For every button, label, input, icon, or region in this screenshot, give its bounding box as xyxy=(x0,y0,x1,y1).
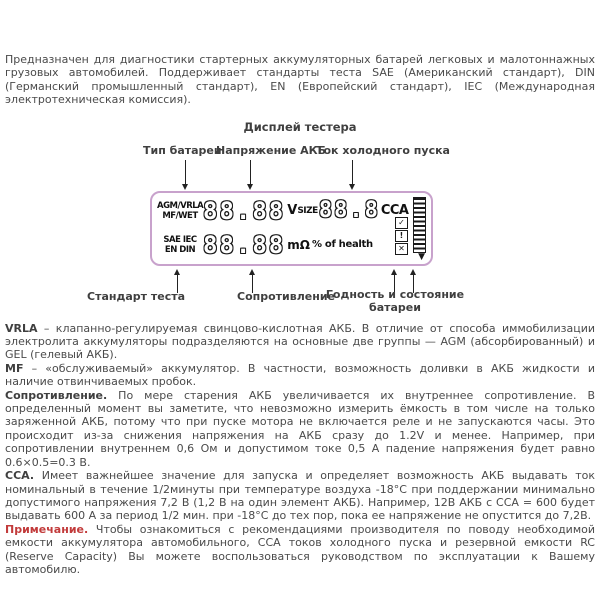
lcd-resistance-digits: 88.88 xyxy=(203,230,286,259)
arrow-down-icon xyxy=(247,160,254,190)
lcd-cca-label: CCA xyxy=(380,203,409,219)
arrow-line xyxy=(250,160,251,185)
arrow-head xyxy=(349,184,355,190)
lcd-row-top xyxy=(157,194,408,228)
description-text xyxy=(0,322,600,577)
battery-level-gauge-icon xyxy=(413,197,426,253)
paragraph-resistance-text: По мере старения АКБ увеличивается их внутреннее сопротивление. В определенный момент вы заметите, что невозможно измерить ёмкость в том числе на только заряженной АКБ, потому что при пуске мотора не включается реле и не запускаются часы. Это происходит из-за снижения напряжения на АКБ сразу до 1.2V и менее. Например, при сопротивлении внутреннем 0,6 Ом и допустимом токе 0,5 А падение напряжения будет равно 0.6×0.5=0.3 В. xyxy=(5,388,595,469)
lcd-battery-type-flags xyxy=(157,201,203,221)
battery-good-icon: ✓ xyxy=(395,217,408,229)
paragraph-mf xyxy=(5,362,595,389)
tester-display-diagram xyxy=(0,138,600,316)
label-battery-type: Тип батареи xyxy=(143,143,222,157)
term-resistance: Сопротивление. xyxy=(5,388,108,402)
lcd-milliohm-unit: mΩ xyxy=(287,237,310,252)
lcd-voltage-digits: 88.88 xyxy=(203,196,286,225)
paragraph-cca xyxy=(5,469,595,523)
diagram-title: Дисплей тестера xyxy=(243,119,357,134)
label-battery-health-line2: батареи xyxy=(369,300,421,314)
label-resistance: Сопротивление xyxy=(237,289,335,303)
gauge-pointer-icon: ▼ xyxy=(418,251,425,262)
paragraph-vrla-text: – клапанно-регулируемая свинцово-кислотная АКБ. В отличие от способа иммобилизации электролита аккумуляторы подразделяются на основные две группы — AGM (абсорбированный) и GEL (гелевый АКБ). xyxy=(5,321,595,362)
arrow-down-icon xyxy=(182,160,189,190)
battery-bad-icon: ✕ xyxy=(395,243,408,255)
lcd-flag-en-din: EN DIN xyxy=(164,244,196,255)
term-vrla: VRLA xyxy=(5,321,38,335)
term-cca: CCA. xyxy=(5,469,35,483)
lcd-flag-sae-iec: SAE IEC xyxy=(163,234,197,245)
paragraph-note-text: Чтобы ознакомиться с рекомендациями производителя по поводу необходимой емкости аккумулятора автомобильного, ССА токов холодного пуска и резервной емкости RC (Reserve Capacity) Вы можете воспользоваться руководством по эксплуатации к Вашему автомобилю. xyxy=(5,522,595,576)
label-voltage: Напряжение АКБ xyxy=(216,143,327,157)
label-battery-health xyxy=(322,288,468,314)
lcd-health-label: % of health xyxy=(311,239,373,251)
battery-status-icons xyxy=(395,217,408,255)
paragraph-note xyxy=(5,523,595,577)
term-note: Примечание. xyxy=(5,522,89,536)
arrow-line xyxy=(185,160,186,185)
label-cold-cranking-current: Ток холодного пуска xyxy=(316,143,450,157)
lcd-standard-flags xyxy=(157,235,203,255)
paragraph-vrla xyxy=(5,322,595,362)
paragraph-resistance xyxy=(5,389,595,469)
lcd-size-label: SIZE xyxy=(297,205,318,216)
arrow-head xyxy=(247,184,253,190)
lcd-volt-unit: V xyxy=(287,203,298,219)
paragraph-cca-text: Имеет важнейшее значение для запуска и определяет возможность АКБ выдавать ток номинальный в течение 1/2минуты при температуре воздуха -18°С при поддержании минимально допустимого напряжения 7,2 В (1,2 В на один элемент АКБ). Например, 12В АКБ с ССА = 600 будет выдавать 600 А за период 1/2 мин. при -18°С до тех пор, пока ее напряжение не опустится до 7,2В. xyxy=(5,469,595,523)
arrow-down-icon xyxy=(349,160,356,190)
label-battery-health-line1: Годность и состояние xyxy=(325,287,465,301)
lcd-row-bottom xyxy=(157,228,373,262)
lcd-cca-digits: 88.8 xyxy=(318,198,380,224)
intro-paragraph: Предназначен для диагностики стартерных аккумуляторных батарей легковых и малотоннажных грузовых автомобилей. Поддерживает стандарты теста SAE (Американский стандарт), DIN (Германский промышленный стандарт), EN (Европейский стандарт), IEC (Международная электротехническая комиссия). xyxy=(5,53,595,107)
term-mf: MF xyxy=(5,361,24,375)
arrow-head xyxy=(182,184,188,190)
lcd-panel xyxy=(150,191,433,266)
battery-warning-icon: ! xyxy=(395,230,408,242)
label-test-standard: Стандарт теста xyxy=(87,289,186,303)
lcd-flag-agm-vrla: AGM/VRLA xyxy=(157,200,204,211)
arrow-line xyxy=(352,160,353,185)
lcd-flag-mf-wet: MF/WET xyxy=(162,210,198,221)
paragraph-mf-text: – «обслуживаемый» аккумулятор. В частности, возможность доливки в АКБ жидкости и наличие отвинчиваемых пробок. xyxy=(5,361,595,389)
